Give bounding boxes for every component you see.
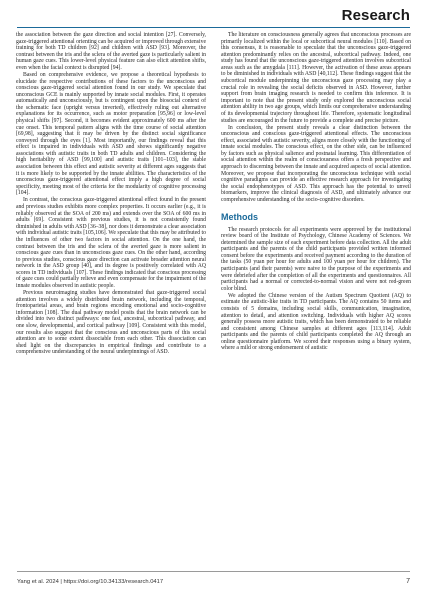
journal-title: Research [341,7,410,24]
methods-heading: Methods [221,211,258,222]
left-paragraph-2: Based on comprehensive evidence, we propose a theoretical hypothesis to elucidate the respective contributions of these factors to the unconscious and conscious gaze-triggered social attention found in our study. We speculate that unconscious GCE is mainly supported by innate social modules. First, it operates automatically and unconsciously, but is contingent upon the biosocial context of the schematic face (upright versus inverted), effectively ruling out alternative explanations for its occurrence, such as motor preparation [95,96] or low-level physical shifts [97]. Second, it becomes evident approximately 600 ms after the cue onset. This temporal pattern aligns with the time course of social attention [69,98], suggesting that it may be driven by the distinct social significance conveyed through the eyes [1]. Most importantly, our findings reveal that this effect is impaired in individuals with ASD and shows significantly negative associations with autistic traits in both TD adults and children. Considering the high heritability of ASD [99,100] and autistic traits [101–103], the stable association between this effect and autistic severity at different ages suggests that it is more likely to be supported by the innate abilities. The characteristics of the unconscious gaze-triggered attentional effect imply a high degree of social specificity, meeting most of the criteria for the modularity of cognitive processing [104]. [16,71,206,197]
left-column [16,32,206,356]
left-paragraph-4: Previous neuroimaging studies have demonstrated that gaze-triggered social attention involves a widely distributed brain network, including the temporal, frontoparietal areas, and brain regions encoding emotional and socio-cognitive information [108]. The dual pathway model posits that the brain network can be divided into two distinct pathways: one fast, ancestral, subcortical pathway, and one slow, developmental, and cortical pathway [109]. Consistent with this model, our results also suggest that the conscious and unconscious parts of this social attention are to some extent dissociable from each other. This dissociation can shed light on the discrepancies in empirical findings and contribute to a comprehensive understanding of the neural underpinnings of ASD. [16,290,206,356]
right-column [221,32,411,353]
right-paragraph-1: The literature on consciousness generally agrees that unconscious processes are primarily localized within the local or subcortical neural modules [110]. Based on this consensus, it is reasonable to speculate that the unconscious gaze-triggered attention predominantly relies on the ancestral, subcortical pathway. Indeed, one study has found that the unconscious gaze-triggered attention involves subcortical areas such as the amygdala [111]. However, the activation of these areas appears to be diminished in individuals with ASD [40,112]. These findings suggest that the subcortical module underpinning the unconscious gaze processing may play a crucial role in revealing the social deficits observed in ASD. However, further support from brain imaging research is needed to confirm this inference. It is important to note that the present study only explored the unconscious social attention ability in two age groups, which limits our comprehensive understanding of its developmental trajectory throughout life. Therefore, systematic longitudinal studies are encouraged in the future to provide a complete and precise picture. [221,32,411,124]
methods-paragraph-2: We adopted the Chinese version of the Autism Spectrum Quotient (AQ) to estimate the autistic-like traits in TD participants. The AQ contains 50 items and consists of 5 domains, including social skills, communication, imagination, attention to detail, and attention switching. Individuals with higher AQ scores generally possess more autistic traits, which has been demonstrated to be reliable and consistent among Chinese samples at different ages [113,114]. Adult participants and the parents of child participants completed the AQ through an online questionnaire platform. We scored their responses using a binary system, where a mild or strong endorsement of autistic [221,292,411,352]
page-number: 7 [406,578,410,585]
right-paragraph-2: In conclusion, the present study reveals a clear distinction between the unconscious and conscious gaze-triggered attentional effects. The unconscious effect, associated with autistic severity, aligns more closely with the functioning of innate social modules. The conscious effect, on the other side, can be influenced by factors such as physical salience and postnatal learning. This differentiation of social attention within the realm of consciousness offers a fresh perspective and approach to discerning between the innate and acquired aspects of social attention. Moreover, we propose that incorporating the unconscious technique with social cognitive paradigms can provide an effective research approach for investigating the social endophenotypes of ASD. This approach has the potential to unveil biomarkers, improve the clinical diagnosis of ASD, and ultimately advance our comprehensive understanding of the socio-cognitive disorders. [221,124,411,203]
footer-citation: Yang et al. 2024 | https://doi.org/10.34133/research.0417 [17,579,164,585]
methods-paragraph-1: The research protocols for all experiments were approved by the institutional review board of the Institute of Psychology, Chinese Academy of Sciences. We determined the sample size of each experiment before data collection. All the adult participants and the parents of the child participants provided written informed consent before the experiments and received payment according to the duration of the tasks (50 yuan per hour for adults and 100 yuan per hour for children). The participants (and their parents) were naive to the purpose of the experiments and were debriefed after the completion of all the experiments and questionnaires. All participants had a normal or corrected-to-normal vision and were not red-green color blind. [221,226,411,292]
left-paragraph-1: the association between the gaze direction and social intention [27]. Conversely, gaze-triggered attentional orienting can be acquired or improved through extensive training for both TD children [92] and children with ASD [93]. Moreover, the contrast between the iris and the sclera of the averted gaze is particularly salient in human gaze cues. This lower-level physical feature can also elicit attention shifts, even when the facial context is disrupted [94]. [16,32,206,71]
left-paragraph-3: In contrast, the conscious gaze-triggered attentional effect found in the present and previous studies exhibits more complex properties. It occurs earlier (e.g., it is reliably observed at the SOA of 200 ms) and extends over the SOA of 600 ms in adults [69]. Consistent with previous studies, it is not consistently found diminished in adults with ASD [36–38], nor does it demonstrate a clear association with individual autistic traits [105,106]. We speculate that this may be attributed to the influences of other two factors in social attention. On the one hand, the contrast between the iris and the sclera of the averted gaze is more salient in conscious gaze cues than in unconscious gaze cues. On the other hand, according to previous studies, conscious gaze direction can activate broader attention neural network in the ASD group [40], and its degree is positively correlated with AQ scores in TD individuals [107]. These findings indicated that conscious processing of gaze cues could partially relieve and even compensate for the impairment of the innate modules observed in autistic people. [16,197,206,289]
footer-rule [17,571,410,572]
header-rule [17,27,410,28]
